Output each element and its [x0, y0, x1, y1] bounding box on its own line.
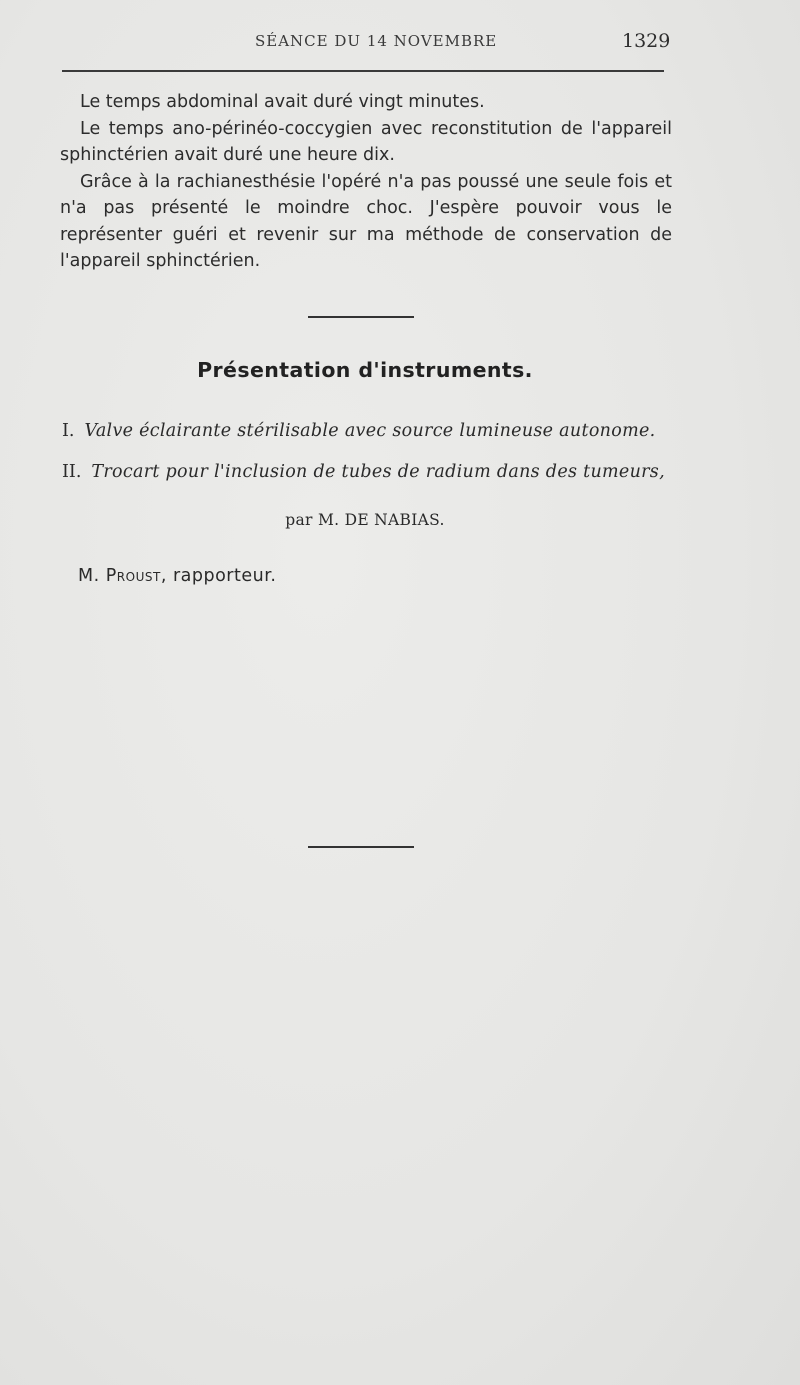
section-title: Présentation d'instruments.	[197, 358, 533, 382]
paragraph: Grâce à la rachianesthésie l'opéré n'a pas poussé une seule fois et n'a pas présenté le moindre choc. J'espère pouvoir vous le représenter guéri et revenir sur ma méthode de conservation de l'appareil sphinctérien.	[60, 171, 672, 271]
rapporteur-line	[78, 566, 276, 586]
closing-rule	[308, 846, 414, 848]
paragraph: Le temps ano-périnéo-coccygien avec reconstitution de l'appareil sphinctérien avait duré une heure dix.	[60, 118, 672, 165]
rapporteur-role: rapporteur.	[172, 566, 277, 586]
rapporteur-prefix: M.	[78, 566, 100, 586]
body-text	[60, 89, 672, 275]
list-item	[62, 421, 655, 441]
item-number: II.	[62, 462, 82, 482]
page-number: 1329	[622, 30, 671, 52]
byline: par M. DE NABIAS.	[285, 511, 445, 529]
list-item	[62, 462, 665, 482]
rapporteur-name: Proust,	[105, 566, 167, 586]
item-text: Valve éclairante stérilisable avec source lumineuse autonome.	[84, 421, 656, 441]
running-head: SÉANCE DU 14 NOVEMBRE	[255, 32, 498, 50]
header-rule	[62, 70, 664, 72]
paragraph: Le temps abdominal avait duré vingt minutes.	[80, 92, 485, 112]
item-text: Trocart pour l'inclusion de tubes de radium dans des tumeurs,	[91, 462, 665, 482]
item-number: I.	[62, 421, 75, 441]
section-separator-rule	[308, 316, 414, 318]
